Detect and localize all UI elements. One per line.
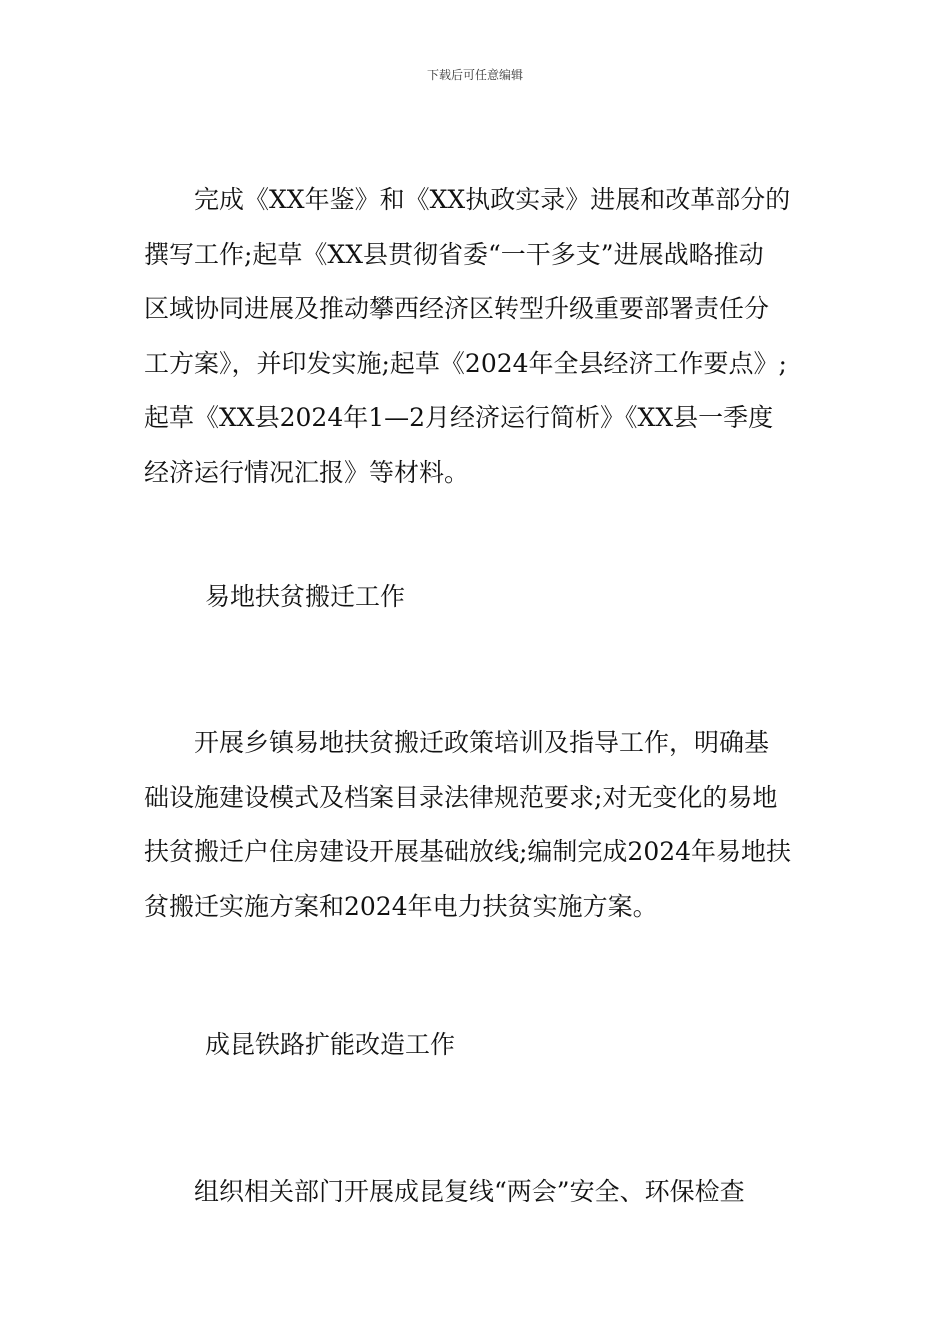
paragraph-line: 区域协同进展及推动攀西经济区转型升级重要部署责任分 [144,294,770,324]
page-header: 下载后可任意编辑 [426,68,523,82]
paragraph-line: 起草《XX县2024年1—2月经济运行简析》《XX县一季度 [144,403,774,433]
paragraph-yearbook-work [144,173,812,501]
paragraph-line: 础设施建设模式及档案目录法律规范要求;对无变化的易地 [144,782,778,812]
paragraph-line: 撰写工作;起草《XX县贯彻省委“一干多支”进展战略推动 [144,239,764,269]
paragraph-line: 完成《XX年鉴》和《XX执政实录》进展和改革部分的 [144,185,791,214]
paragraph-line: 贫搬迁实施方案和2024年电力扶贫实施方案。 [144,891,658,921]
paragraph-relocation-work [144,716,812,934]
section-heading-railway: 成昆铁路扩能改造工作 [205,1030,456,1059]
paragraph-line: 组织相关部门开展成昆复线“两会”安全、环保检查 [144,1177,745,1206]
paragraph-line: 经济运行情况汇报》等材料。 [144,457,470,487]
paragraph-line: 开展乡镇易地扶贫搬迁政策培训及指导工作，明确基 [144,728,770,757]
paragraph-railway-work [144,1165,812,1220]
paragraph-line: 工方案》，并印发实施;起草《2024年全县经济工作要点》; [144,348,787,378]
paragraph-line: 扶贫搬迁户住房建设开展基础放线;编制完成2024年易地扶 [144,837,792,867]
section-heading-relocation: 易地扶贫搬迁工作 [205,582,406,611]
